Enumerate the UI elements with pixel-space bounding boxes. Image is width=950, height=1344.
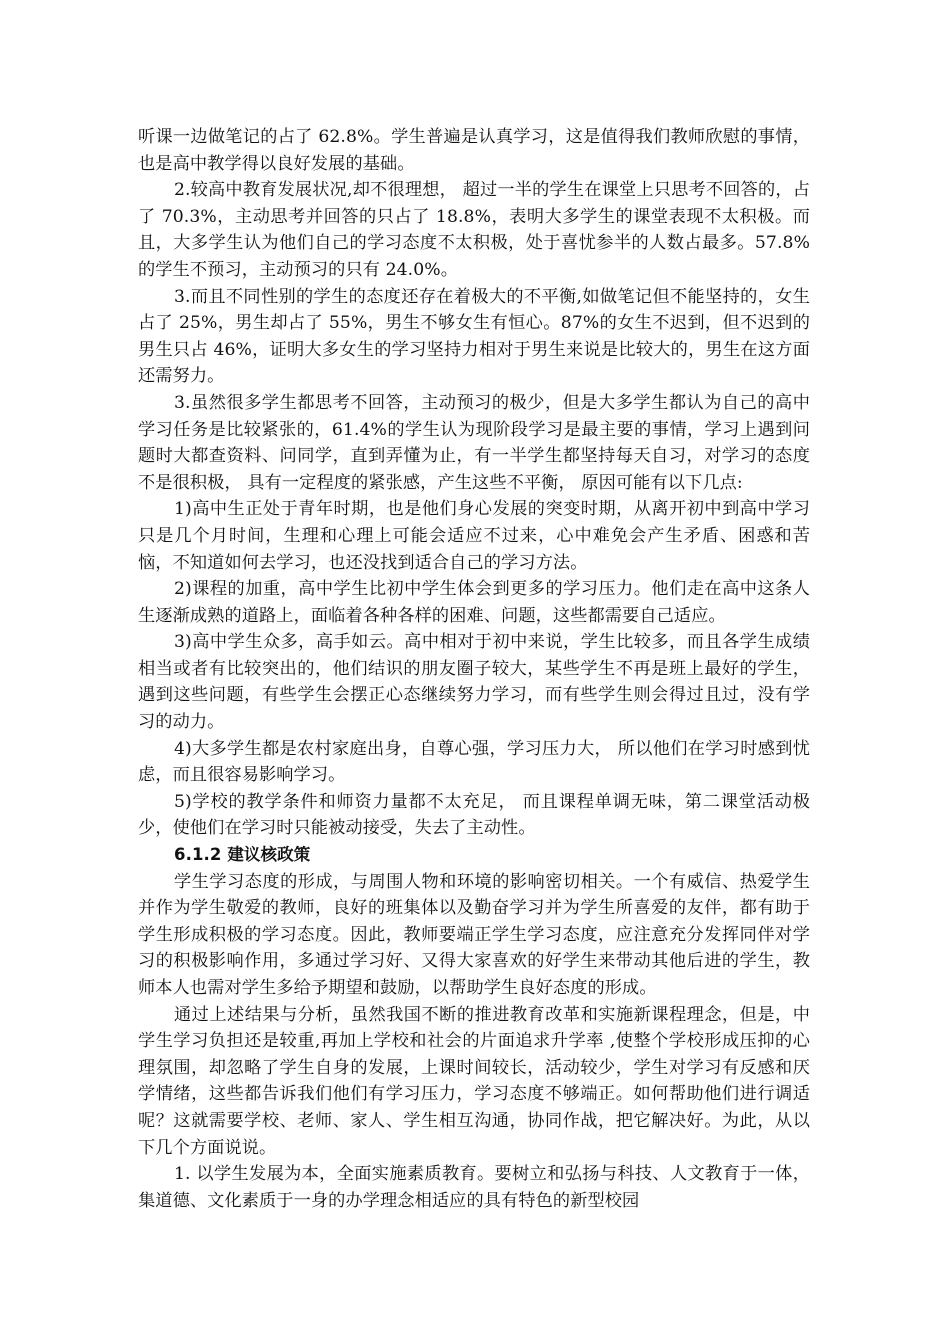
paragraph-analysis: 通过上述结果与分析，虽然我国不断的推进教育改革和实施新课程理念，但是，中学生学习负担还是较重,再加上学校和社会的片面追求升学率 ,使整个学校形成压抑的心理氛围，却忽略了学生自身的发展，上课时间较长，活动较少，学生对学习有反感和厌学情绪，这些都告诉我们他们有学习压力，学习态度不够端正。如何帮助他们进行调适呢？这就需要学校、老师、家人、学生相互沟通，协同作战，把它解决好。为此，从以下几个方面说说。: [138, 1004, 810, 1158]
paragraph-point-2: 2.较高中教育发展状况,却不很理想， 超过一半的学生在课堂上只思考不回答的，占了 70.3%，主动思考并回答的只占了 18.8%，表明大多学生的课堂表现不太积极。而且，大多学生认为他们自己的学习态度不太积极，处于喜忧参半的人数占最多。57.8%的学生不预习，主动预习的只有 24.0%。: [138, 180, 810, 280]
paragraph-reason-5: 5)学校的教学条件和师资力量都不太充足， 而且课程单调无味，第二课堂活动极少，使他们在学习时只能被动接受，失去了主动性。: [138, 791, 810, 839]
paragraph-reason-4: 4)大多学生都是农村家庭出身，自尊心强，学习压力大， 所以他们在学习时感到忧虑，而且很容易影响学习。: [138, 738, 810, 786]
paragraph-point-3-gender: 3.而且不同性别的学生的态度还存在着极大的不平衡,如做笔记但不能坚持的，女生占了 25%，男生却占了 55%，男生不够女生有恒心。87%的女生不迟到，但不迟到的男生只占 46%，证明大多女生的学习坚持力相对于男生来说是比较大的，男生在这方面还需努力。: [138, 286, 810, 387]
paragraph-attitude-formation: 学生学习态度的形成，与周围人物和环境的影响密切相关。一个有威信、热爱学生并作为学生敬爱的教师，良好的班集体以及勤奋学习并为学生所喜爱的友伴，都有助于学生形成积极的学习态度。因此，教师要端正学生学习态度，应注意充分发挥同伴对学习的积极影响作用，多通过学习好、又得大家喜欢的好学生来带动其他后进的学生，教师本人也需对学生多给予期望和鼓励，以帮助学生良好态度的形成。: [138, 871, 810, 998]
paragraph-reason-2: 2)课程的加重，高中学生比初中学生体会到更多的学习压力。他们走在高中这条人生逐渐成熟的道路上，面临着各种各样的困难、问题，这些都需要自己适应。: [138, 579, 810, 626]
paragraph-reason-1: 1)高中生正处于青年时期，也是他们身心发展的突变时期，从离开初中到高中学习只是几个月时间，生理和心理上可能会适应不过来，心中难免会产生矛盾、困惑和苦恼，不知道如何去学习，也还没找到适合自己的学习方法。: [138, 499, 810, 573]
paragraph-reason-3: 3)高中学生众多，高手如云。高中相对于初中来说，学生比较多，而且各学生成绩相当或者有比较突出的，他们结识的朋友圈子较大，某些学生不再是班上最好的学生，遇到这些问题，有些学生会摆正心态继续努力学习，而有些学生则会得过且过，没有学习的动力。: [138, 632, 810, 733]
section-heading: 6.1.2 建议核政策: [174, 845, 311, 865]
document-body: [138, 124, 810, 1214]
paragraph-suggestion-1: 1. 以学生发展为本，全面实施素质教育。要树立和弘扬与科技、人文教育于一体，集道德、文化素质于一身的办学理念相适应的具有特色的新型校园: [138, 1164, 810, 1211]
paragraph-continuation: 听课一边做笔记的占了 62.8%。学生普遍是认真学习，这是值得我们教师欣慰的事情， 也是高中教学得以良好发展的基础。: [138, 127, 810, 174]
paragraph-point-3-imbalance: 3.虽然很多学生都思考不回答，主动预习的极少，但是大多学生都认为自己的高中学习任务是比较紧张的，61.4%的学生认为现阶段学习是最主要的事情，学习上遇到问题时大都查资料、问同学，直到弄懂为止，有一半学生都坚持每天自习，对学习的态度不是很积极， 具有一定程度的紧张感，产生这些不平衡， 原因可能有以下几点:: [138, 392, 810, 493]
